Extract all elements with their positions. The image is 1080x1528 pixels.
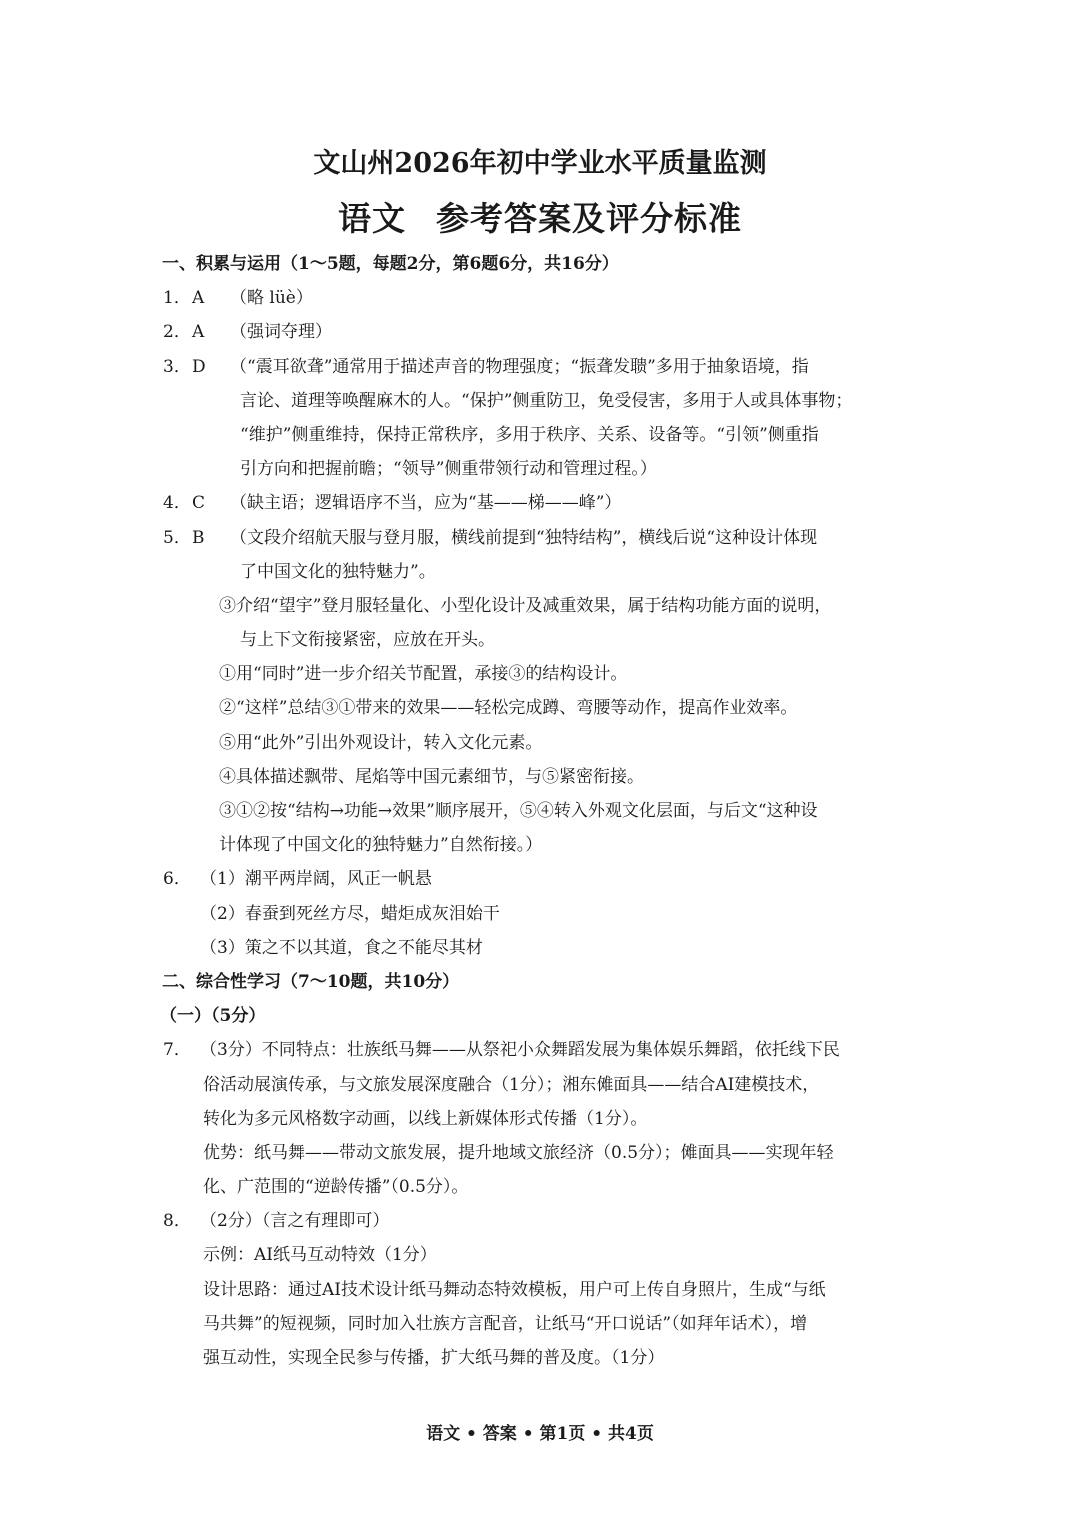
explanation-line: “维护”侧重维持，保持正常秩序，多用于秩序、关系、设备等。“引领”侧重指 — [240, 424, 819, 445]
answer-note: （略 lüè） — [230, 288, 313, 309]
question-number: 4． — [163, 493, 191, 514]
explanation-row — [0, 794, 1080, 828]
explanation-row — [0, 726, 1080, 760]
section-heading-1: 一、积累与运用（1～5题，每题2分，第6题6分，共16分） — [162, 254, 619, 274]
explanation-line: 引方向和把握前瞻；“领导”侧重带领行动和管理过程。） — [240, 459, 657, 480]
question-number: 8． — [163, 1211, 191, 1232]
answer-choice: C — [192, 493, 206, 514]
question-1 — [0, 281, 1080, 315]
page-footer: 语文 • 答案 • 第1页 • 共4页 — [426, 1424, 654, 1444]
explanation-row — [0, 657, 1080, 691]
subject-label: 语文 — [338, 199, 406, 238]
document-subtitle — [0, 193, 1080, 240]
question-number: 2． — [163, 322, 191, 343]
explanation-line: ④具体描述飘带、尾焰等中国元素细节，与⑤紧密衔接。 — [219, 766, 644, 787]
answer-row — [0, 1170, 1080, 1204]
poem-answer: （3）策之不以其道，食之不能尽其材 — [200, 937, 483, 958]
explanation-row — [0, 828, 1080, 862]
question-number: 7． — [163, 1040, 191, 1061]
explanation-line: 了中国文化的独特魅力”。 — [240, 561, 436, 582]
answer-line: 马共舞”的短视频，同时加入壮族方言配音，让纸马“开口说话”（如拜年话术），增 — [203, 1313, 808, 1334]
answer-content — [0, 247, 1080, 1375]
question-2 — [0, 315, 1080, 349]
explanation-line: （“震耳欲聋”通常用于描述声音的物理强度；“振聋发聩”多用于抽象语境，指 — [230, 356, 809, 377]
question-3 — [0, 350, 1080, 384]
question-6 — [0, 862, 1080, 896]
explanation-row — [0, 760, 1080, 794]
answer-line: 俗活动展演传承，与文旅发展深度融合（1分）；湘东傩面具——结合AI建模技术， — [203, 1074, 820, 1095]
explanation-line: ③介绍“望宇”登月服轻量化、小型化设计及减重效果，属于结构功能方面的说明， — [219, 595, 832, 616]
answer-line: 化、广范围的“逆龄传播”（0.5分）。 — [203, 1177, 469, 1198]
question-number: 6． — [163, 869, 191, 890]
poem-answer-row — [0, 897, 1080, 931]
explanation-line: 言论、道理等唤醒麻木的人。“保护”侧重防卫，免受侵害，多用于人或具体事物； — [240, 390, 853, 411]
answer-line: （2分）（言之有理即可） — [200, 1211, 390, 1232]
poem-answer: （2）春蚕到死丝方尽，蜡炬成灰泪始干 — [200, 903, 500, 924]
answer-row — [0, 1102, 1080, 1136]
explanation-line: 与上下文衔接紧密，应放在开头。 — [240, 630, 495, 651]
answer-line: 示例：AI纸马互动特效（1分） — [203, 1245, 437, 1266]
answer-row — [0, 1136, 1080, 1170]
answer-note: （强词夺理） — [230, 322, 332, 343]
answer-line: 优势：纸马舞——带动文旅发展，提升地域文旅经济（0.5分）；傩面具——实现年轻 — [203, 1142, 834, 1163]
explanation-line: 计体现了中国文化的独特魅力”自然衔接。） — [219, 835, 543, 856]
part-heading: （一）（5分） — [160, 1006, 266, 1027]
answer-choice: A — [192, 288, 205, 309]
answer-choice: B — [192, 527, 205, 548]
answer-row — [0, 1341, 1080, 1375]
exam-title: 文山州2026年初中学业水平质量监测 — [313, 148, 767, 179]
explanation-row — [0, 555, 1080, 589]
subtitle-rest: 参考答案及评分标准 — [436, 199, 742, 238]
explanation-line: ①用“同时”进一步介绍关节配置，承接③的结构设计。 — [219, 664, 628, 685]
answer-line: 强互动性，实现全民参与传播，扩大纸马舞的普及度。（1分） — [203, 1348, 665, 1368]
answer-choice: D — [192, 356, 206, 377]
explanation-row — [0, 418, 1080, 452]
answer-line: 设计思路：通过AI技术设计纸马舞动态特效模板，用户可上传自身照片，生成“与纸 — [203, 1279, 826, 1300]
answer-row — [0, 1068, 1080, 1102]
answer-row — [0, 1307, 1080, 1341]
explanation-row — [0, 384, 1080, 418]
question-number: 5． — [163, 527, 191, 548]
answer-row — [0, 1273, 1080, 1307]
question-number: 3． — [163, 356, 191, 377]
answer-note: （缺主语；逻辑语序不当，应为“基——梯——峰”） — [230, 493, 622, 514]
question-5 — [0, 521, 1080, 555]
answer-choice: A — [192, 322, 205, 343]
explanation-row — [0, 623, 1080, 657]
explanation-row — [0, 452, 1080, 486]
answer-row — [0, 1238, 1080, 1272]
answer-line: 转化为多元风格数字动画，以线上新媒体形式传播（1分）。 — [203, 1108, 648, 1129]
answer-line: （3分）不同特点：壮族纸马舞——从祭祀小众舞蹈发展为集体娱乐舞蹈，依托线下民 — [200, 1040, 840, 1061]
explanation-line: （文段介绍航天服与登月服，横线前提到“独特结构”，横线后说“这种设计体现 — [230, 527, 818, 548]
explanation-row — [0, 691, 1080, 725]
question-8 — [0, 1204, 1080, 1238]
question-7 — [0, 1033, 1080, 1067]
poem-answer: （1）潮平两岸阔，风正一帆悬 — [200, 869, 432, 890]
section-heading-2: 二、综合性学习（7～10题，共10分） — [162, 971, 460, 992]
question-number: 1． — [163, 288, 191, 309]
explanation-row — [0, 589, 1080, 623]
explanation-line: ②“这样”总结③①带来的效果——轻松完成蹲、弯腰等动作，提高作业效率。 — [219, 698, 798, 719]
explanation-line: ③①②按“结构→功能→效果”顺序展开，⑤④转入外观文化层面，与后文“这种设 — [219, 801, 818, 821]
poem-answer-row — [0, 931, 1080, 965]
explanation-line: ⑤用“此外”引出外观设计，转入文化元素。 — [219, 732, 543, 753]
question-4 — [0, 486, 1080, 520]
